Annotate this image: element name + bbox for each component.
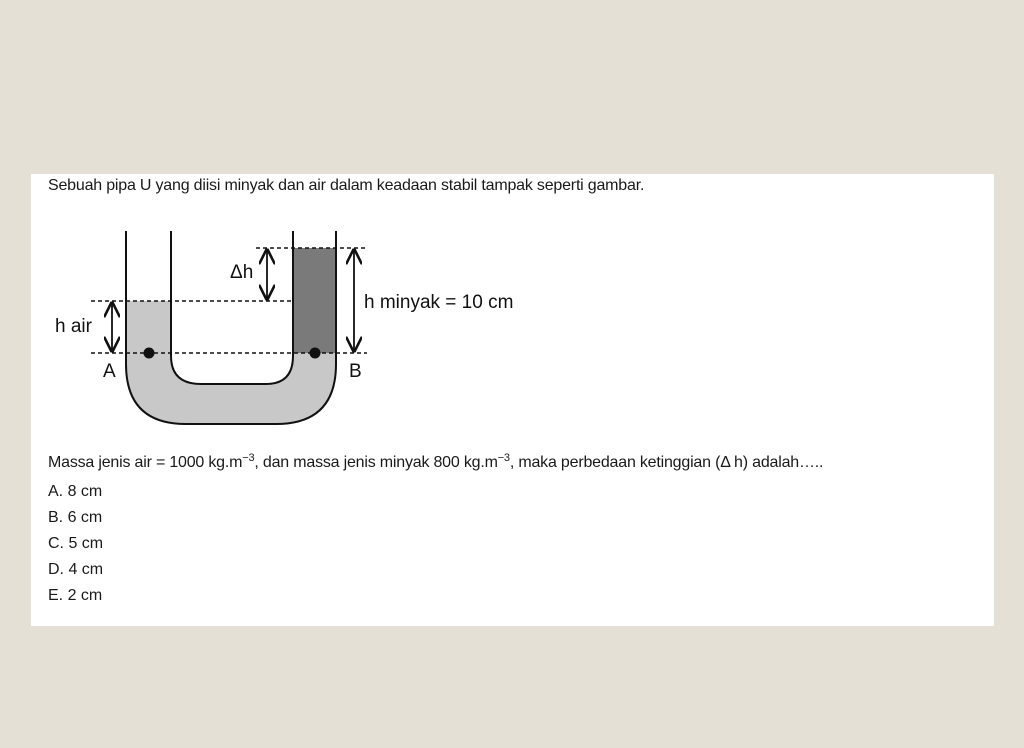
question-card [31, 174, 994, 626]
tube-inner-wall [171, 231, 293, 384]
option-d[interactable]: D. 4 cm [48, 561, 104, 578]
stem-part-3: , maka perbedaan ketinggian (Δ h) adalah….. [509, 454, 824, 471]
stem-exponent-2: −3 [497, 452, 510, 464]
h-minyak-label: h minyak = 10 cm [364, 292, 514, 313]
u-tube-figure [31, 174, 591, 444]
option-c[interactable]: C. 5 cm [48, 535, 104, 552]
stem-part-2: , dan massa jenis minyak 800 kg.m [254, 454, 498, 471]
point-a-dot [144, 348, 155, 359]
stem-exponent-1: −3 [242, 452, 255, 464]
answer-options [48, 482, 103, 612]
point-a-label: A [103, 361, 116, 382]
question-stem [48, 454, 823, 472]
point-b-label: B [349, 361, 362, 382]
dh-label: Δh [230, 262, 254, 283]
option-a[interactable]: A. 8 cm [48, 483, 103, 500]
stem-part-1: Massa jenis air = 1000 kg.m [48, 454, 243, 471]
option-e[interactable]: E. 2 cm [48, 587, 103, 604]
oil-fill [293, 248, 336, 353]
point-b-dot [310, 348, 321, 359]
option-b[interactable]: B. 6 cm [48, 509, 103, 526]
h-air-label: h air [55, 316, 92, 337]
question-text: Sebuah pipa U yang diisi minyak dan air dalam keadaan stabil tampak seperti gambar. [48, 177, 645, 194]
